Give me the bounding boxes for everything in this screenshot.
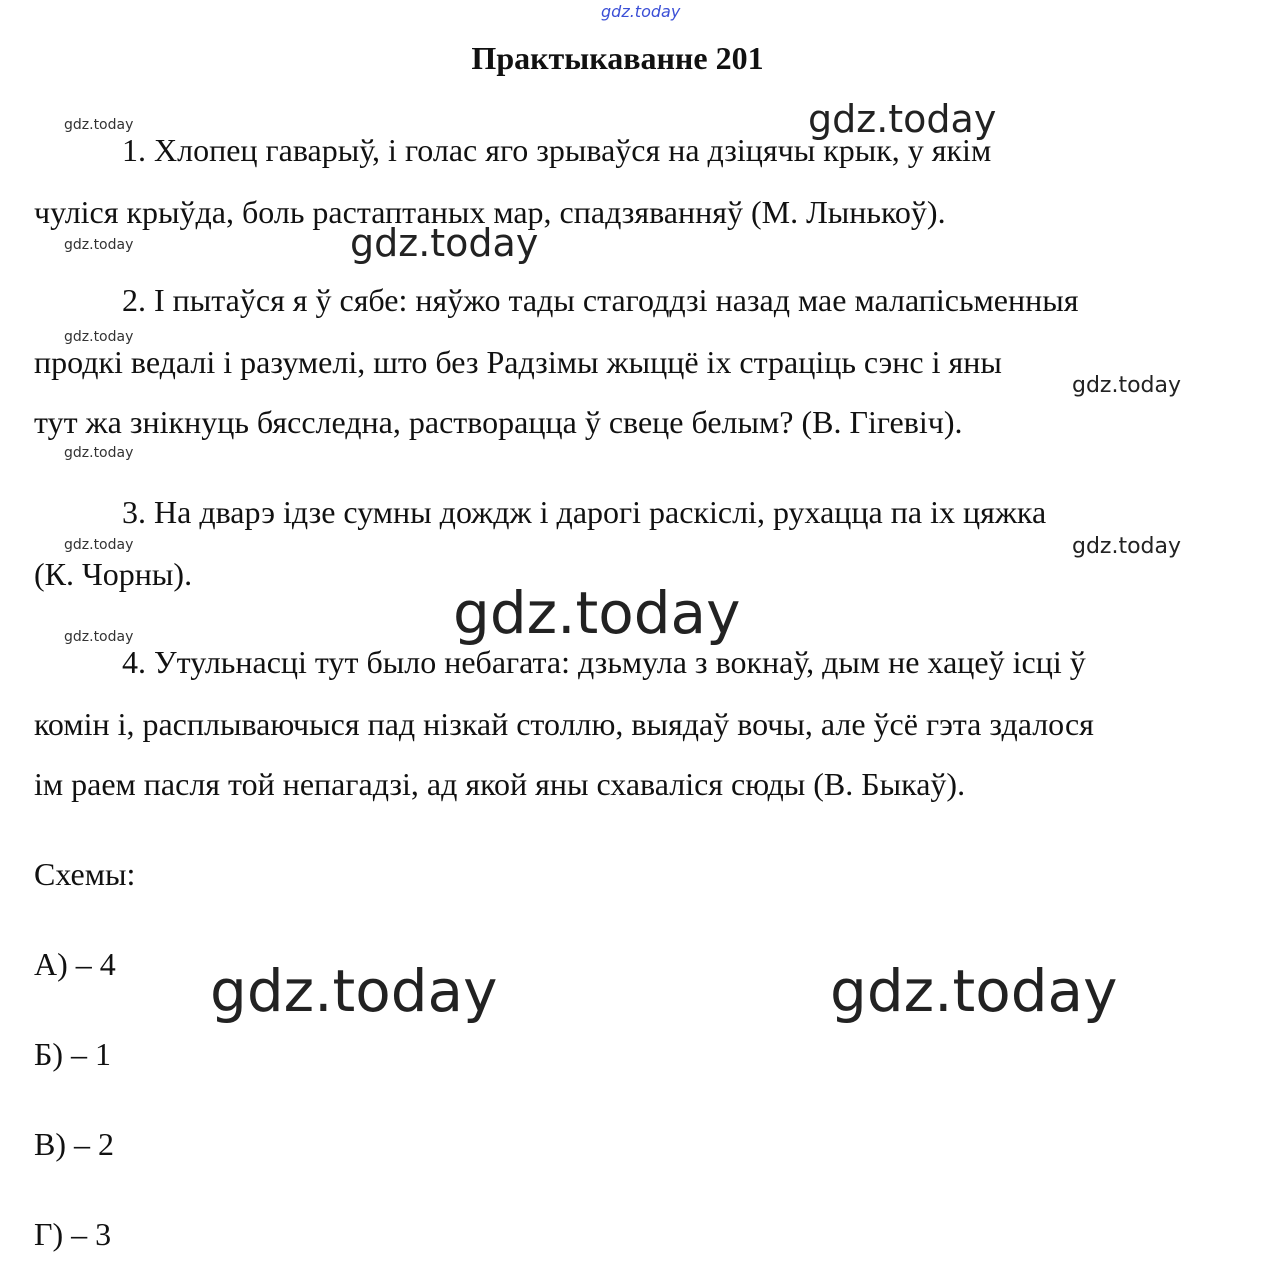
watermark-medium-2: gdz.today — [1072, 534, 1182, 559]
sentence-3-line-2: (К. Чорны). — [34, 556, 193, 592]
page-title: Практыкаванне 201 — [471, 40, 764, 76]
sentence-4-line-1: 4. Утульнасці тут было небагата: дзьмула з вокнаў, дым не хацеў ісці ў — [122, 644, 1086, 680]
sentence-2-line-2: продкі ведалі і разумелі, што без Радзімы жыццё іх страціць сэнс і яны — [34, 344, 1002, 380]
answer-b: Б) – 1 — [34, 1036, 112, 1072]
answer-g: Г) – 3 — [34, 1216, 112, 1252]
answer-a: А) – 4 — [34, 946, 116, 982]
watermark-small-1: gdz.today — [64, 117, 134, 133]
sentence-4-line-2: комін і, расплываючыся пад нізкай столлю, выядаў вочы, але ўсё гэта здалося — [34, 706, 1094, 742]
sentence-2-line-3: тут жа знікнуць бясследна, растворацца ў свеце белым? (В. Гігевіч). — [34, 404, 963, 440]
watermark-small-3: gdz.today — [64, 329, 134, 345]
sentence-1-line-2: чуліся крыўда, боль растаптаных мар, спадзяванняў (М. Лынькоў). — [34, 194, 946, 230]
sentence-2-line-1: 2. І пытаўся я ў сябе: няўжо тады стагоддзі назад мае малапісьменныя — [122, 282, 1079, 318]
watermark-small-6: gdz.today — [64, 629, 134, 645]
watermark-small-2: gdz.today — [64, 237, 134, 253]
watermark-large-1: gdz.today — [808, 97, 997, 141]
sentence-1-line-1: 1. Хлопец гаварыў, і голас яго зрываўся на дзіцячы крык, у якім — [122, 132, 992, 168]
answer-v: В) – 2 — [34, 1126, 114, 1162]
watermark-small-5: gdz.today — [64, 537, 134, 553]
watermark-top: gdz.today — [601, 2, 681, 21]
sentence-3-line-1: 3. На дварэ ідзе сумны дождж і дарогі раскіслі, рухацца па іх цяжка — [122, 494, 1047, 530]
watermark-medium-1: gdz.today — [1072, 373, 1182, 398]
watermark-large-2: gdz.today — [350, 221, 539, 265]
watermark-huge-1: gdz.today — [453, 579, 741, 647]
watermark-huge-2: gdz.today — [210, 957, 498, 1025]
watermark-small-4: gdz.today — [64, 445, 134, 461]
watermark-huge-3: gdz.today — [830, 957, 1118, 1025]
schemes-label: Схемы: — [34, 856, 136, 892]
sentence-4-line-3: ім раем пасля той непагадзі, ад якой яны схаваліся сюды (В. Быкаў). — [34, 766, 966, 802]
